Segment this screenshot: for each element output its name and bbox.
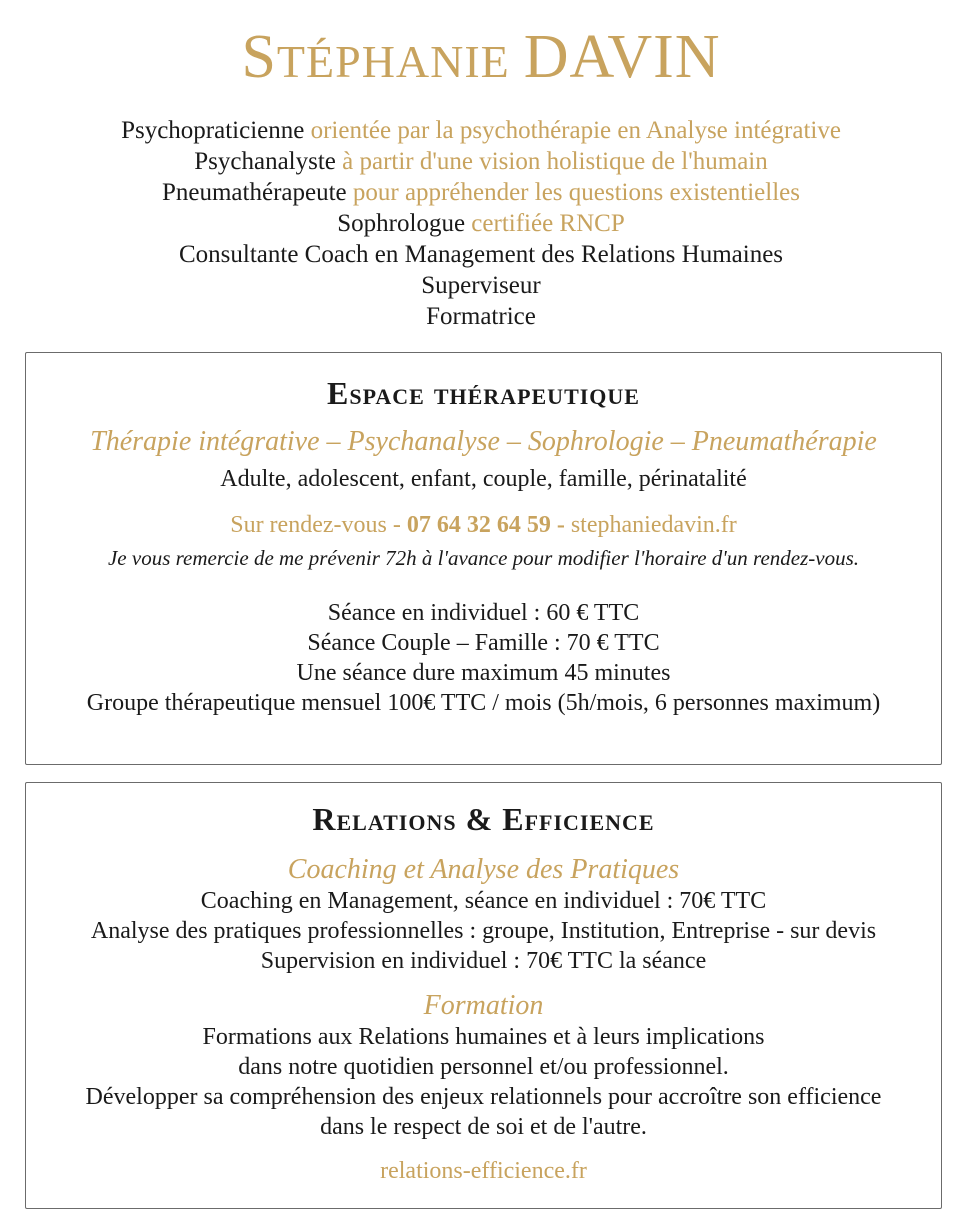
formation-line: dans notre quotidien personnel et/ou professionnel.: [238, 1054, 729, 1080]
coaching-list: [26, 886, 941, 976]
cancellation-note: Je vous remercie de me prévenir 72h à l'avance pour modifier l'horaire d'un rendez-vous.: [107, 546, 859, 570]
price-line: Une séance dure maximum 45 minutes: [296, 660, 671, 686]
section-title: Espace thérapeutique: [327, 375, 640, 411]
price-line: Groupe thérapeutique mensuel 100€ TTC / mois (5h/mois, 6 personnes maximum): [86, 690, 881, 716]
role-line: Consultante Coach en Management des Relations Humaines: [178, 241, 784, 268]
coaching-line: Supervision en individuel : 70€ TTC la séance: [260, 948, 707, 974]
role-line: Formatrice: [426, 303, 536, 330]
therapy-subtitle: Thérapie intégrative – Psychanalyse – Sophrologie – Pneumathérapie: [90, 426, 877, 457]
rdv-label: Sur rendez-vous -: [230, 512, 401, 538]
role-line: Psychopraticienne orientée par la psychothérapie en Analyse intégrative: [121, 117, 841, 144]
formation-line: Développer sa compréhension des enjeux relationnels pour accroître son efficience: [85, 1084, 882, 1110]
relations-efficience-section: [25, 782, 942, 1209]
espace-therapeutique-section: [25, 352, 942, 765]
price-line: Séance en individuel : 60 € TTC: [327, 600, 640, 626]
role-line: Psychanalyste à partir d'une vision holistique de l'humain: [194, 148, 768, 175]
last-name: DAVIN: [523, 23, 721, 91]
coaching-line: Analyse des pratiques professionnelles : groupe, Institution, Entreprise - sur devis: [90, 918, 877, 944]
formation-line: dans le respect de soi et de l'autre.: [320, 1114, 647, 1140]
coaching-line: Coaching en Management, séance en individuel : 70€ TTC: [200, 888, 767, 914]
price-list: [26, 598, 941, 718]
role-line: Pneumathérapeute pour appréhender les questions existentielles: [161, 179, 800, 206]
role-line: Sophrologue certifiée RNCP: [337, 210, 625, 237]
role-line: Superviseur: [421, 272, 541, 299]
section-title: Relations & Efficience: [312, 801, 655, 837]
formation-line: Formations aux Relations humaines et à leurs implications: [202, 1024, 765, 1050]
first-name-rest: TÉPHANIE: [276, 36, 510, 87]
contact-line: [26, 510, 941, 540]
price-line: Séance Couple – Famille : 70 € TTC: [307, 630, 660, 656]
phone-number[interactable]: 07 64 32 64 59 -: [406, 512, 565, 538]
website-link[interactable]: stephaniedavin.fr: [570, 512, 737, 538]
relations-website-link[interactable]: relations-efficience.fr: [380, 1158, 587, 1184]
audience-line: Adulte, adolescent, enfant, couple, famille, périnatalité: [220, 466, 747, 492]
roles-list: [0, 115, 962, 332]
formation-subtitle: Formation: [423, 990, 544, 1021]
page-title: [0, 18, 962, 101]
first-name-initial: S: [241, 23, 277, 91]
coaching-subtitle: Coaching et Analyse des Pratiques: [287, 854, 680, 885]
formation-list: [26, 1022, 941, 1142]
